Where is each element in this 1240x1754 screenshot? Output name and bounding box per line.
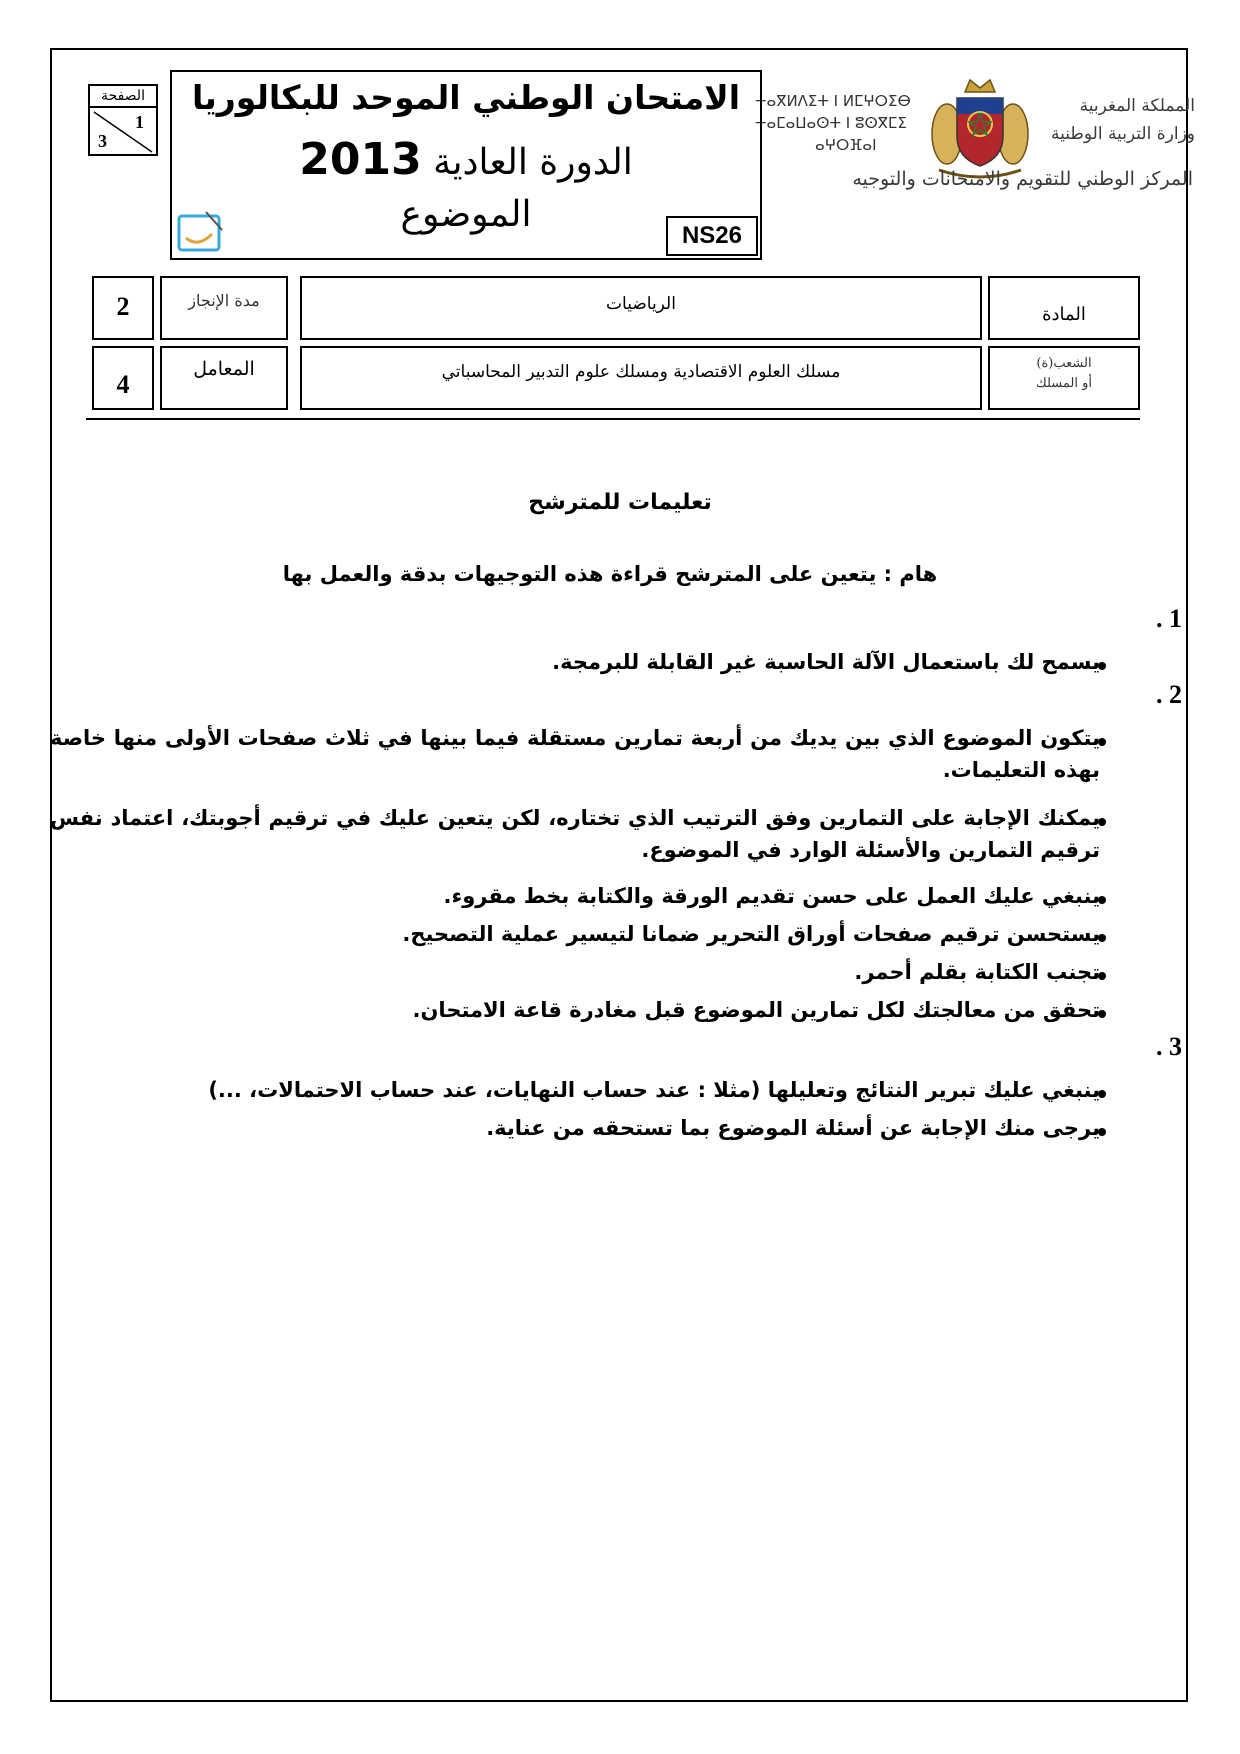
branch-label [990,354,1138,394]
instruction-item: ينبغي عليك تبرير النتائج وتعليلها (مثلا : عند حساب النهايات، عند حساب الاحتمالات، ...) [208,1078,1100,1102]
branch-label-line-1: الشعب(ة) [1036,356,1092,371]
ministry-name-arabic [1015,92,1195,148]
tifinagh-line-1: ⵜⴰⴳⵍⴷⵉⵜ ⵏ ⵍⵎⵖⵔⵉⴱ [755,92,911,110]
session-line [172,134,760,185]
exam-code: NS26 [666,216,758,256]
instruction-item: تجنب الكتابة بقلم أحمر. [854,960,1100,984]
coefficient-value-cell [92,346,154,410]
subject-word: الموضوع [400,194,532,235]
important-note: هام : يتعين على المترشح قراءة هذه التوجيهات بدقة والعمل بها [282,562,938,586]
kingdom-name: المملكة المغربية [1079,96,1195,116]
coefficient-label-cell [160,346,288,410]
page-total: 3 [98,131,107,151]
duration-value-cell [92,276,154,340]
section-number-2: . 2 [1156,680,1182,709]
instruction-item: يسمح لك باستعمال الآلة الحاسبة غير القابلة للبرمجة. [552,650,1100,674]
branch-label-cell [988,346,1140,410]
instruction-item: يمكنك الإجابة على التمارين وفق الترتيب الذي تختاره، لكن يتعين عليك في ترقيم أجوبتك، اعتماد نفس ترقيم التمارين والأسئلة الوارد في الموضوع. [50,806,1100,862]
center-name: المركز الوطني للتقويم والامتحانات والتوجيه [852,168,1193,190]
section-number-3: . 3 [1156,1032,1182,1061]
tifinagh-line-3: ⴰⵖⵔⴼⴰⵏ [815,136,877,154]
ministry-name: وزارة التربية الوطنية [1050,124,1195,144]
instruction-item: ينبغي عليك العمل على حسن تقديم الورقة والكتابة بخط مقروء. [443,884,1100,908]
section-number-1: . 1 [1156,604,1182,633]
branch-label-line-2: أو المسلك [1036,376,1092,391]
exam-year: 2013 [299,134,422,185]
duration-value: 2 [116,292,130,321]
instructions-title: تعليمات للمترشح [528,490,712,515]
center-logo-icon [176,208,228,254]
header-rule [86,418,1140,420]
subject-label: المادة [1042,304,1086,325]
coefficient-label: المعامل [193,358,255,380]
instruction-item: تحقق من معالجتك لكل تمارين الموضوع قبل مغادرة قاعة الامتحان. [412,998,1100,1022]
duration-label-cell [160,276,288,340]
exam-title-box [170,70,762,260]
session-label: الدورة العادية [433,142,633,183]
subject-value-cell [300,276,982,340]
coefficient-value: 4 [116,370,130,399]
instruction-item: يرجى منك الإجابة عن أسئلة الموضوع بما تستحقه من عناية. [486,1116,1100,1140]
subject-label-cell [988,276,1140,340]
subject-value: الرياضيات [606,294,676,314]
page-label: الصفحة [90,86,156,108]
page-number: 1 [135,112,144,132]
page-number-box [88,84,158,156]
branch-value: مسلك العلوم الاقتصادية ومسلك علوم التدبير المحاسباتي [441,362,841,382]
instruction-item: يتكون الموضوع الذي بين يديك من أربعة تمارين مستقلة فيما بينها في ثلاث صفحات الأولى منها خاصة بهذه التعليمات. [50,726,1100,782]
tifinagh-line-2: ⵜⴰⵎⴰⵡⴰⵙⵜ ⵏ ⵓⵙⴳⵎⵉ [755,114,907,132]
instruction-item: يستحسن ترقيم صفحات أوراق التحرير ضمانا لتيسير عملية التصحيح. [402,922,1100,946]
exam-title: الامتحان الوطني الموحد للبكالوريا [191,78,741,117]
duration-label: مدة الإنجاز [188,291,260,310]
branch-value-cell [300,346,982,410]
tifinagh-text [755,90,945,156]
